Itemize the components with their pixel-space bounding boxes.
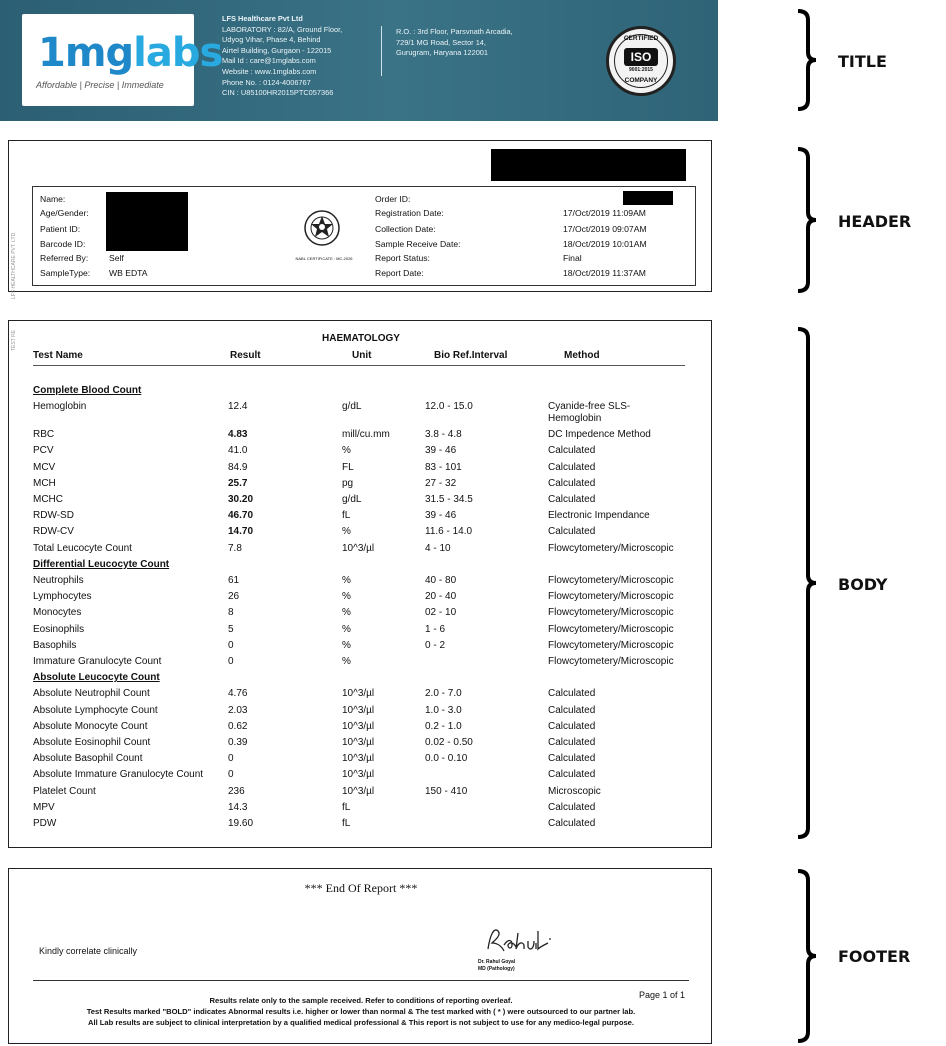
section-heading-row [33,557,693,573]
test-name: Hemoglobin [33,401,87,413]
report-date-row [375,266,693,280]
method-value: DC Impedence Method [548,429,651,441]
unit-value: FL [342,461,354,473]
footer-divider [33,980,689,981]
unit-value: g/dL [342,494,362,505]
table-row [33,589,693,605]
ref-interval: 02 - 10 [425,607,457,619]
report-date-label: Report Date: [375,268,424,278]
result-value: 0 [228,753,234,765]
unit-value: % [342,656,351,667]
method-value: Flowcytometery/Microscopic [548,623,674,635]
result-value: 0 [228,656,234,667]
test-name: Absolute Basophil Count [33,753,143,765]
method-value: Flowcytometery/Microscopic [548,542,674,554]
result-value: 46.70 [228,510,254,522]
referred-label: Referred By: [40,253,89,263]
result-value: 0.39 [228,737,248,748]
unit-value: g/dL [342,401,362,413]
nabl-emblem-icon [302,208,342,248]
result-value: 4.76 [228,688,248,700]
column-header-ref-interval: Bio Ref.Interval [434,350,508,361]
test-name: Platelet Count [33,785,96,797]
redacted-order-id [623,191,673,205]
method-value: Calculated [548,801,596,813]
report-footer [8,868,712,1044]
redacted-patient-info [106,192,188,251]
table-row [33,399,693,427]
unit-value: mill/cu.mm [342,429,390,441]
method-value: Flowcytometery/Microscopic [548,575,674,586]
table-row [33,784,693,800]
unit-value: 10^3/µl [342,737,375,748]
signer-block [478,959,515,973]
unit-value: % [342,591,351,603]
logo-wordmark [38,30,222,76]
ref-interval: 27 - 32 [425,477,457,489]
iso-seal-bottom-text: COMPANY [624,77,658,84]
table-row [33,638,693,654]
unit-value: % [342,607,351,619]
test-name: Absolute Leucocyte Count [33,672,160,684]
method-value: Calculated [548,753,596,765]
method-value: Microscopic [548,785,601,797]
status-row [375,251,693,265]
title-bracket-icon [796,8,818,112]
table-row [33,443,693,459]
lab-line: LABORATORY : 82/A, Ground Floor, [222,24,343,34]
method-value: Calculated [548,737,596,748]
unit-value: 10^3/µl [342,704,375,716]
unit-value: % [342,639,351,651]
reg-office-line: Gurugram, Haryana 122001 [396,48,489,58]
method-value: Calculated [548,704,596,716]
body-bracket-icon [796,326,818,840]
signer-title: MD (Pathology) [478,966,515,972]
result-value: 84.9 [228,461,248,473]
column-header-method: Method [564,350,600,361]
order-id-label: Order ID: [375,194,411,204]
ref-interval: 0.2 - 1.0 [425,720,462,732]
registration-label: Registration Date: [375,208,444,218]
ref-interval: 11.6 - 14.0 [425,526,473,538]
ref-interval: 12.0 - 15.0 [425,401,473,413]
test-name: Neutrophils [33,575,84,586]
registration-row [375,206,693,220]
unit-value: fL [342,818,351,829]
method-value: Flowcytometery/Microscopic [548,591,674,603]
section-heading-row [33,670,693,686]
test-name: Basophils [33,639,77,651]
result-value: 30.20 [228,494,254,505]
receive-row [375,237,693,251]
table-row [33,703,693,719]
table-row [33,573,693,589]
ref-interval: 0 - 2 [425,639,446,651]
table-row [33,508,693,524]
department-title: HAEMATOLOGY [322,333,400,344]
logo-part-1: 1mg [38,30,134,76]
receive-label: Sample Receive Date: [375,239,461,249]
unit-value: fL [342,801,351,813]
reg-office-line: 729/1 MG Road, Sector 14, [396,37,486,47]
iso-seal-top-text: CERTIFIED [623,35,659,42]
test-name: Total Leucocyte Count [33,542,132,554]
table-row [33,492,693,508]
method-value: Flowcytometery/Microscopic [548,639,674,651]
table-row [33,476,693,492]
column-header-test-name: Test Name [33,350,83,361]
table-row [33,524,693,540]
unit-value: pg [342,477,354,489]
method-value: Calculated [548,526,596,538]
result-value: 5 [228,623,234,635]
ref-interval: 31.5 - 34.5 [425,494,473,505]
table-row [33,622,693,638]
lab-name: LFS Healthcare Pvt Ltd [222,14,303,23]
ref-interval: 1 - 6 [425,623,446,635]
result-value: 61 [228,575,240,586]
table-row [33,686,693,702]
result-value: 26 [228,591,240,603]
method-value: Calculated [548,494,596,505]
test-name: RDW-CV [33,526,74,538]
method-value: Calculated [548,688,596,700]
test-name: MPV [33,801,55,813]
result-value: 0.62 [228,720,248,732]
table-row [33,541,693,557]
result-value: 2.03 [228,704,248,716]
test-name: MCH [33,477,56,489]
table-row [33,605,693,621]
test-name: Absolute Immature Granulocyte Count [33,769,204,781]
test-name: MCHC [33,494,63,505]
end-of-report: *** End Of Report *** [304,881,418,895]
ref-interval: 39 - 46 [425,510,457,522]
result-value: 41.0 [228,445,248,457]
method-value: Flowcytometery/Microscopic [548,607,674,619]
unit-value: 10^3/µl [342,769,375,781]
result-value: 0 [228,769,234,781]
result-value: 19.60 [228,818,254,829]
unit-value: 10^3/µl [342,542,375,554]
ref-interval: 1.0 - 3.0 [425,704,462,716]
iso-certified-seal [606,26,676,96]
logo-part-2: labs [133,30,223,76]
test-name: Absolute Neutrophil Count [33,688,150,700]
table-row [33,767,693,783]
correlate-note: Kindly correlate clinically [39,946,138,956]
nabl-caption: NABL CERTIFICATE : MC-2026 [295,256,353,261]
method-value: Cyanide-free SLS-Hemoglobin [548,401,631,425]
brand-logo [22,14,223,106]
method-value: Calculated [548,818,596,829]
method-value: Calculated [548,445,596,457]
referred-value: Self [109,253,124,263]
ref-interval: 39 - 46 [425,445,457,457]
unit-value: % [342,445,351,457]
test-name: RDW-SD [33,510,74,522]
result-value: 4.83 [228,429,248,441]
table-row [33,751,693,767]
method-value: Electronic Impendance [548,510,650,522]
status-label: Report Status: [375,253,430,263]
section-label-footer: FOOTER [838,947,911,966]
test-name: Monocytes [33,607,82,619]
results-body [8,320,712,848]
test-name: PDW [33,818,57,829]
collection-value: 17/Oct/2019 09:07AM [563,224,647,234]
side-watermark-text: LFS HEALTHCARE PVT. LTD. [11,231,17,299]
column-header-result: Result [230,350,261,361]
section-heading-row [33,383,693,399]
patient-age-label: Age/Gender: [40,208,89,218]
report-date-value: 18/Oct/2019 11:37AM [563,268,646,278]
table-row [33,654,693,670]
footer-bracket-icon [796,868,818,1044]
ref-interval: 83 - 101 [425,461,462,473]
status-value: Final [563,253,582,263]
test-name: Absolute Lymphocyte Count [33,704,158,716]
table-row [33,816,693,832]
test-name: Complete Blood Count [33,385,142,396]
title-banner [0,0,718,121]
ref-interval: 0.02 - 0.50 [425,737,473,748]
test-name: Absolute Eosinophil Count [33,737,151,748]
iso-seal-badge: ISO [624,48,658,66]
logo-tagline: Affordable | Precise | Immediate [36,80,164,90]
lab-line: Udyog Vihar, Phase 4, Behind [222,35,321,45]
table-row [33,427,693,443]
section-label-body: BODY [838,575,888,594]
result-value: 25.7 [228,477,248,489]
ref-interval: 40 - 80 [425,575,457,586]
test-name: MCV [33,461,56,473]
method-value: Flowcytometery/Microscopic [548,656,674,667]
lab-line: Website : www.1mglabs.com [222,66,317,76]
lab-line: Airtel Building, Gurgaon - 122015 [222,45,332,55]
result-value: 8 [228,607,234,619]
side-watermark-text: TEST RE [11,329,17,351]
test-name: Differential Leucocyte Count [33,558,170,570]
table-row [33,735,693,751]
lab-line: CIN : U85100HR2015PTC057366 [222,88,334,98]
table-row [33,800,693,816]
result-value: 12.4 [228,401,248,413]
registration-value: 17/Oct/2019 11:09AM [563,208,646,218]
table-row [33,460,693,476]
disclaimer-line-3: All Lab results are subject to clinical interpretation by a qualified medical professional & This report is not subject to use for any medico-legal purpose. [87,1018,635,1027]
ref-interval: 0.0 - 0.10 [425,753,468,765]
receive-value: 18/Oct/2019 10:01AM [563,239,647,249]
signer-name: Dr. Rahul Goyal [478,959,516,965]
registered-office-block [396,27,546,59]
sample-type-value: WB EDTA [109,268,148,278]
ref-interval: 20 - 40 [425,591,457,603]
patient-header [8,140,712,299]
patient-details-box [32,186,696,286]
section-label-header: HEADER [838,212,912,231]
doctor-signature [484,921,554,957]
banner-divider [381,26,382,76]
unit-value: % [342,575,351,586]
ref-interval: 4 - 10 [425,542,451,554]
result-value: 7.8 [228,542,242,554]
method-value: Calculated [548,461,596,473]
ref-interval: 3.8 - 4.8 [425,429,462,441]
result-value: 0 [228,639,234,651]
sample-type-label: SampleType: [40,268,91,278]
unit-value: % [342,623,351,635]
disclaimer-line-1: Results relate only to the sample received. Refer to conditions of reporting overleaf. [209,996,513,1005]
collection-label: Collection Date: [375,224,436,234]
patient-id-label: Patient ID: [40,224,81,234]
lab-address-block [222,14,382,99]
unit-value: fL [342,510,351,522]
test-name: Eosinophils [33,623,85,635]
section-label-title: TITLE [838,52,887,71]
disclaimer-line-2: Test Results marked "BOLD" indicates Abnormal results i.e. higher or lower than normal & The test marked with ( * ) were outsourced to our partner lab. [86,1007,636,1016]
test-name: Immature Granulocyte Count [33,656,162,667]
result-value: 14.70 [228,526,254,538]
unit-value: 10^3/µl [342,753,375,765]
unit-value: 10^3/µl [342,720,375,732]
column-header-unit: Unit [352,350,372,361]
redacted-barcode [491,149,686,181]
reg-office-line: R.O. : 3rd Floor, Parsvnath Arcadia, [396,27,513,36]
test-name: PCV [33,445,54,457]
method-value: Calculated [548,720,596,732]
barcode-label: Barcode ID: [40,239,86,249]
header-divider [33,365,685,366]
method-value: Calculated [548,477,596,489]
test-name: RBC [33,429,55,441]
test-name: Lymphocytes [33,591,92,603]
lab-line: Phone No. : 0124-4006767 [222,77,311,87]
result-value: 236 [228,785,245,797]
page-number: Page 1 of 1 [639,990,686,1000]
unit-value: % [342,526,351,538]
method-value: Calculated [548,769,596,781]
table-row [33,719,693,735]
unit-value: 10^3/µl [342,785,375,797]
ref-interval: 2.0 - 7.0 [425,688,462,700]
collection-row [375,222,693,236]
iso-seal-standard: 9001:2015 [629,67,653,73]
lab-line: Mail Id : care@1mglabs.com [222,56,316,66]
test-name: Absolute Monocyte Count [33,720,148,732]
header-bracket-icon [796,146,818,294]
result-value: 14.3 [228,801,248,813]
unit-value: 10^3/µl [342,688,375,700]
patient-name-label: Name: [40,194,66,204]
ref-interval: 150 - 410 [425,785,468,797]
